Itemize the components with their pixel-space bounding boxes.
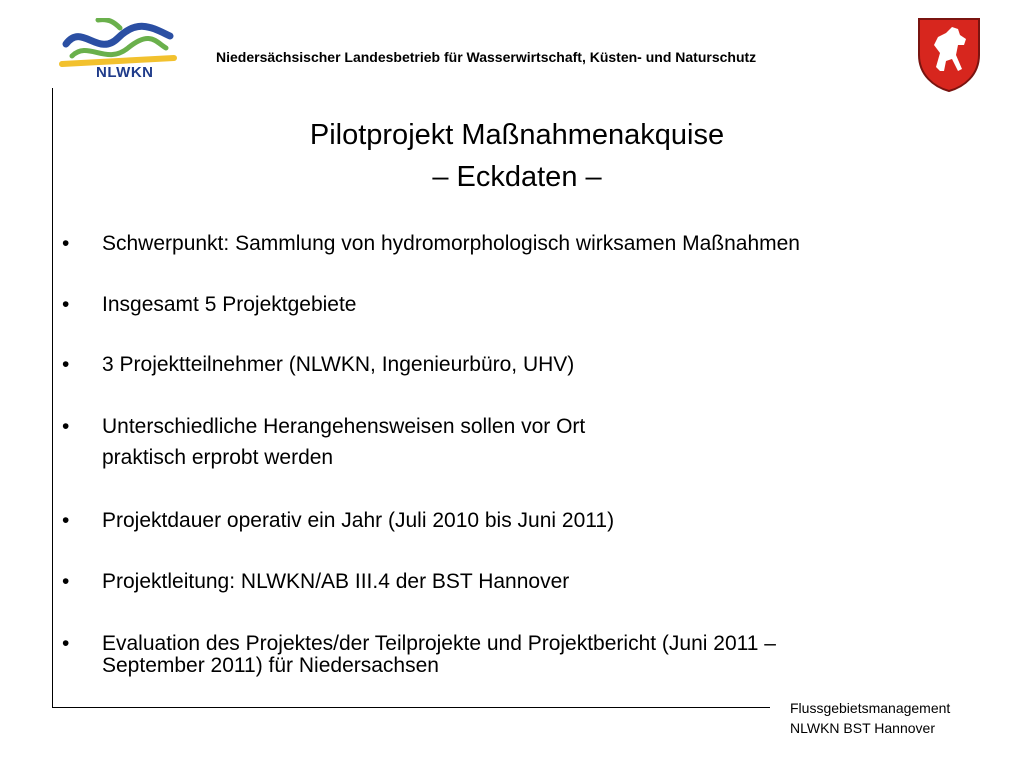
bullet-dot: • [62, 293, 70, 316]
bullet-dot: • [62, 415, 70, 438]
bullet-dot: • [62, 353, 70, 376]
footer-line-1: Flussgebietsmanagement [790, 700, 951, 716]
coat-of-arms-icon [914, 15, 984, 93]
bullet-text: Projektdauer operativ ein Jahr (Juli 2010 bis Juni 2011) [102, 509, 615, 532]
bullet-dot: • [62, 570, 70, 593]
title-line-2: – Eckdaten – [432, 161, 602, 193]
bullet-text: Evaluation des Projektes/der Teilprojekte und Projektbericht (Juni 2011 – [102, 632, 776, 655]
bullet-text: 3 Projektteilnehmer (NLWKN, Ingenieurbüro, UHV) [102, 353, 575, 376]
bullet-text: Insgesamt 5 Projektgebiete [102, 293, 357, 316]
bullet-text: Schwerpunkt: Sammlung von hydromorphologisch wirksamen Maßnahmen [102, 232, 800, 255]
bullet-text: Projektleitung: NLWKN/AB III.4 der BST Hannover [102, 570, 570, 593]
bullet-text-continuation: September 2011) für Niedersachsen [102, 654, 439, 677]
organization-name: Niedersächsischer Landesbetrieb für Wasserwirtschaft, Küsten- und Naturschutz [216, 49, 757, 65]
bottom-horizontal-rule [52, 707, 770, 708]
slide-title [170, 114, 864, 198]
footer-line-2: NLWKN BST Hannover [790, 720, 935, 736]
footer [790, 698, 950, 738]
bullet-dot: • [62, 632, 70, 655]
bullet-text: Unterschiedliche Herangehensweisen sollen vor Ort [102, 415, 586, 438]
bullet-text-continuation: praktisch erprobt werden [102, 446, 334, 469]
left-vertical-rule [52, 88, 53, 708]
bullet-dot: • [62, 509, 70, 532]
logo-text: NLWKN [96, 64, 154, 81]
bullet-dot: • [62, 232, 70, 255]
title-line-1: Pilotprojekt Maßnahmenakquise [309, 119, 725, 151]
